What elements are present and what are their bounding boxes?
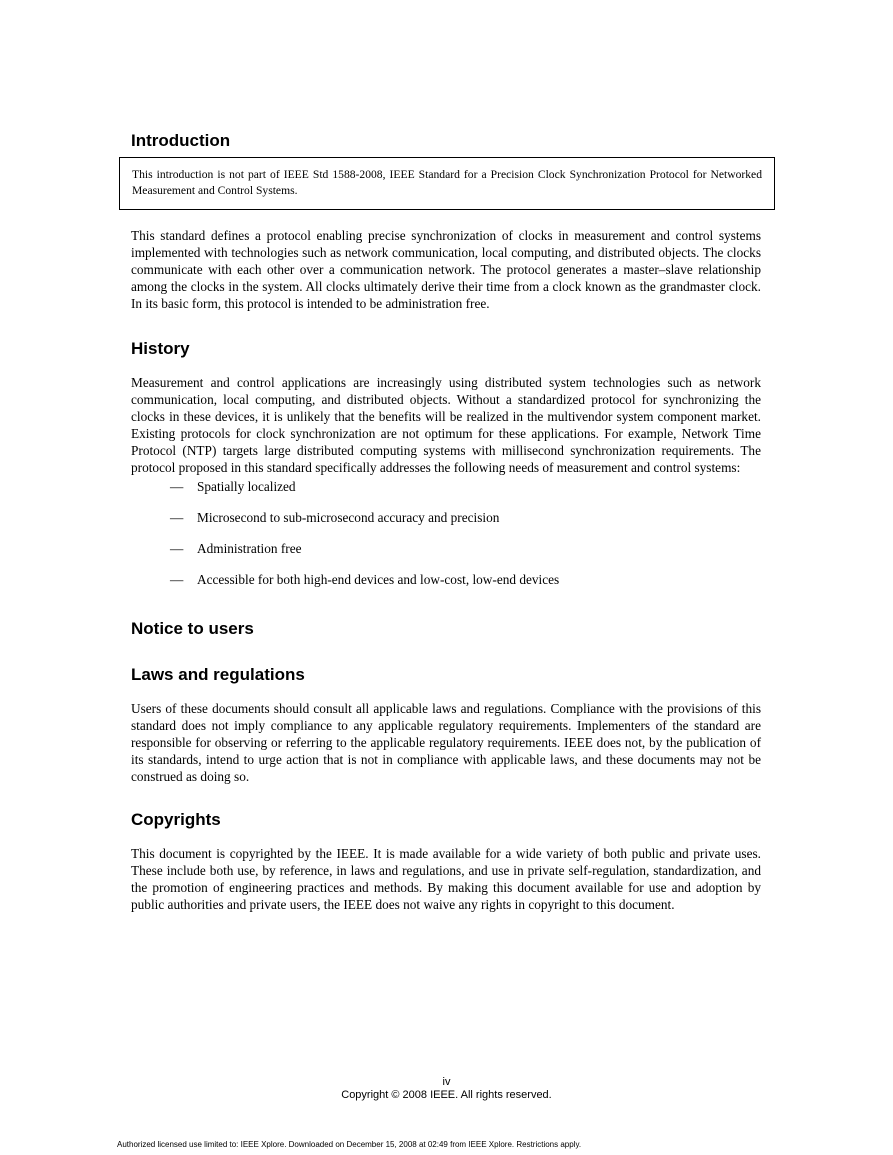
history-needs-list — [170, 478, 761, 588]
copyrights-heading: Copyrights — [131, 810, 221, 829]
page-number: iv — [442, 1076, 451, 1088]
page-content — [131, 130, 761, 913]
list-item — [170, 571, 761, 588]
introduction-note-box: This introduction is not part of IEEE Std 1588-2008, IEEE Standard for a Precision Clock Synchronization Protocol for Networked Measurement and Control Systems. — [119, 157, 775, 210]
list-item-text: Accessible for both high-end devices and low-cost, low-end devices — [197, 572, 560, 587]
list-item — [170, 478, 761, 495]
laws-heading: Laws and regulations — [131, 665, 305, 684]
bullet-dash: — — [170, 479, 184, 494]
list-item — [170, 509, 761, 526]
copyright-notice: Copyright © 2008 IEEE. All rights reserved. — [341, 1089, 552, 1101]
introduction-heading: Introduction — [131, 131, 231, 150]
license-notice: Authorized licensed use limited to: IEEE Xplore. Downloaded on December 15, 2008 at 02:49 from IEEE Xplore. Restrictions apply. — [117, 1140, 582, 1149]
laws-paragraph: Users of these documents should consult all applicable laws and regulations. Compliance with the provisions of this standard does not imply compliance to any applicable regulatory requirements. Implementers of the standard are responsible for observing or referring to the applicable regulatory requirements. IEEE does not, by the publication of its standards, intend to urge action that is not in compliance with applicable laws, and these documents may not be construed as doing so. — [131, 701, 761, 784]
list-item — [170, 540, 761, 557]
list-item-text: Administration free — [197, 541, 302, 556]
bullet-dash: — — [170, 541, 184, 556]
bullet-dash: — — [170, 572, 184, 587]
history-heading: History — [131, 339, 190, 358]
bullet-dash: — — [170, 510, 184, 525]
list-item-text: Spatially localized — [197, 479, 296, 494]
introduction-paragraph: This standard defines a protocol enabling precise synchronization of clocks in measurement and control systems implemented with technologies such as network communication, local computing, and distributed objects. The clocks communicate with each other over a communication network. The protocol generates a master–slave relationship among the clocks in the system. All clocks ultimately derive their time from a clock known as the grandmaster clock. In its basic form, this protocol is intended to be administration free. — [131, 228, 761, 311]
copyrights-paragraph: This document is copyrighted by the IEEE. It is made available for a wide variety of both public and private uses. These include both use, by reference, in laws and regulations, and use in private self-regulation, standardization, and the promotion of engineering practices and methods. By making this document available for use and adoption by public authorities and private users, the IEEE does not waive any rights in copyright to this document. — [131, 846, 761, 912]
notice-heading: Notice to users — [131, 619, 254, 638]
list-item-text: Microsecond to sub-microsecond accuracy and precision — [197, 510, 500, 525]
history-paragraph: Measurement and control applications are increasingly using distributed system technologies such as network communication, local computing, and distributed objects. Without a standardized protocol for synchronizing the clocks in these devices, it is unlikely that the benefits will be realized in the multivendor system component market. Existing protocols for clock synchronization are not optimum for these applications. For example, Network Time Protocol (NTP) targets large distributed computing systems with millisecond synchronization requirements. The protocol proposed in this standard specifically addresses the following needs of measurement and control systems: — [131, 375, 761, 475]
